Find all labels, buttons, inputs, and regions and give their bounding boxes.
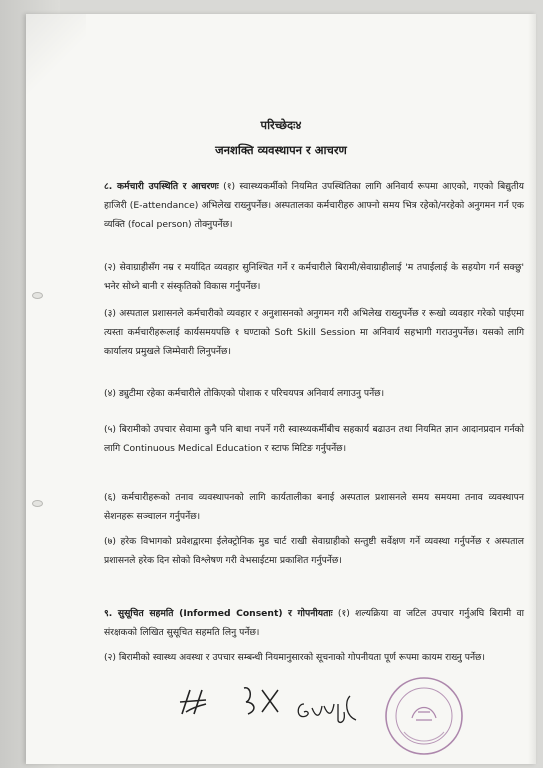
signature-3	[294, 690, 364, 726]
paragraph-8-7	[104, 532, 524, 570]
clause-text: (२) बिरामीको स्वास्थ्य अवस्था र उपचार सम्बन्धी नियमानुसारको सूचनाको गोपनीयता पूर्ण रूपमा कायम राख्नु पर्नेछ।	[104, 652, 485, 663]
signature-1	[176, 684, 216, 720]
document-page	[26, 14, 536, 764]
page-fold-shadow	[26, 14, 86, 94]
clause-text: (१) स्वास्थ्यकर्मीको नियमित उपस्थितिका लागि अनिवार्य रूपमा आएको, गएको बिद्युतीय हाजिरी (E-attendance) अभिलेख राख्नुपर्नेछ। अस्पतालका कर्मचारीहरु आफ्नो समय भित्र रहेको/नरहेको अनुगमन गर्न एक व्यक्ति (focal person) तोक्नुपर्नेछ।	[104, 181, 524, 230]
punch-hole	[32, 500, 43, 507]
clause-heading: ९. सुसूचित सहमति (Informed Consent) र गोपनीयताः	[104, 608, 333, 619]
clause-text: (१) शल्यक्रिया वा जटिल उपचार गर्नुअघि बिरामी वा संरक्षकको लिखित सुसूचित सहमति लिनु पर्नेछ।	[104, 608, 524, 638]
paragraph-9-2	[104, 648, 524, 667]
clause-text: (२) सेवाग्राहीसँग नम्र र मर्यादित व्यवहार सुनिश्चित गर्ने र कर्मचारीले बिरामी/सेवाग्राहीलाई 'म तपाईलाई के सहयोग गर्न सक्छु' भनेर सोध्ने बानी र संस्कृतिको विकास गर्नुपर्नेछ।	[104, 262, 524, 292]
clause-heading: ८. कर्मचारी उपस्थिति र आचरणः	[104, 181, 219, 192]
paragraph-8-3	[104, 304, 524, 361]
paragraph-8-5	[104, 420, 524, 458]
paragraph-8-4	[104, 384, 524, 403]
signature-2	[238, 680, 288, 720]
clause-text: (६) कर्मचारीहरूको तनाव व्यवस्थापनको लागि कार्यतालीका बनाई अस्पताल प्रशासनले समय समयमा तनाव व्यवस्थापन सेशनहरू सञ्चालन गर्नुपर्नेछ।	[104, 492, 524, 522]
chapter-heading: परिच्छेदः४	[260, 118, 302, 132]
clause-text: (५) बिरामीको उपचार सेवामा कुनै पनि बाधा नपर्ने गरी स्वास्थ्यकर्मीबीच सहकार्य बढाउन तथा नियमित ज्ञान आदानप्रदान गर्नको लागि Continuous Medical Education र स्टाफ मिटिङ गर्नुपर्नेछ।	[104, 424, 524, 454]
official-seal-stamp	[382, 674, 466, 758]
paragraph-8-1	[104, 177, 524, 234]
paragraph-9-1	[104, 604, 524, 642]
punch-hole	[32, 292, 43, 299]
section-title: जनशक्ति व्यवस्थापन र आचरण	[215, 143, 347, 157]
paragraph-8-6	[104, 488, 524, 526]
clause-text: (३) अस्पताल प्रशासनले कर्मचारीको व्यवहार र अनुशासनको अनुगमन गरी अभिलेख राख्नुपर्नेछ र रूखो व्यवहार गरेको पाईएमा त्यस्ता कर्मचारीहरूलाई कार्यसमयपछि १ घण्टाको Soft Skill Session मा अनिवार्य सहभागी गराउनुपर्नेछ। यसको लागि कार्यालय प्रमुखले जिम्मेवारी लिनुपर्नेछ।	[104, 308, 524, 357]
paragraph-8-2	[104, 258, 524, 296]
clause-text: (७) हरेक विभागको प्रवेशद्वारमा ईलेक्ट्रोनिक मुड चार्ट राखी सेवाग्राहीको सन्तुष्टी सर्वेक्षण गर्ने व्यवस्था गर्नुपर्नेछ र अस्पताल प्रशासनले हरेक दिन सोको विश्लेषण गरी वेभसाईटमा प्रकाशित गर्नुपर्नेछ।	[104, 536, 524, 566]
clause-text: (४) ड्युटीमा रहेका कर्मचारीले तोकिएको पोशाक र परिचयपत्र अनिवार्य लगाउनु पर्नेछ।	[104, 388, 385, 399]
